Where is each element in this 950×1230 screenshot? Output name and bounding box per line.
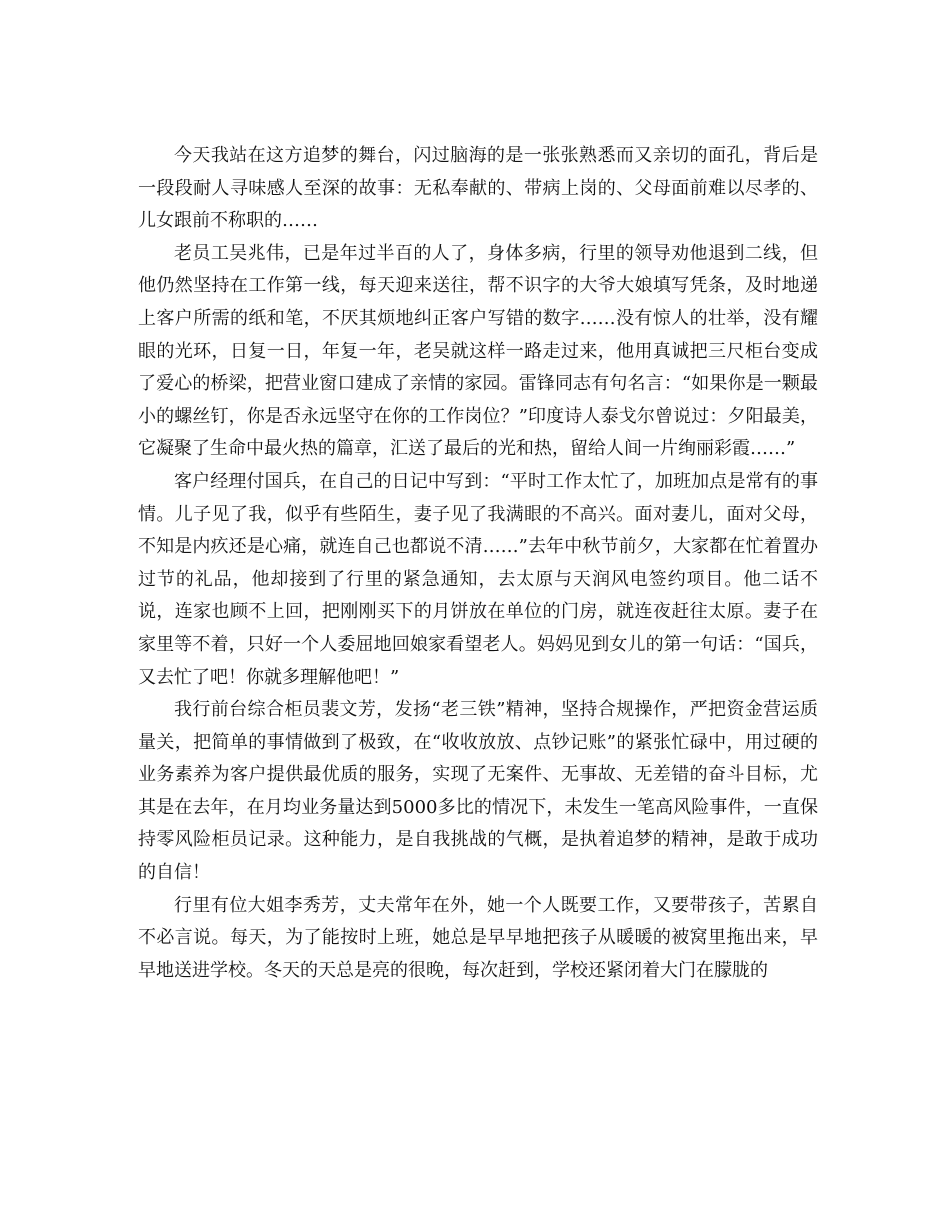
paragraph-3: 客户经理付国兵，在自己的日记中写到：“平时工作太忙了，加班加点是常有的事情。儿子见了我，似乎有些陌生，妻子见了我满眼的不高兴。面对妻儿，面对父母，不知是内疚还是心痛，就连自己也都说不清……”去年中秋节前夕，大家都在忙着置办过节的礼品，他却接到了行里的紧急通知，去太原与天润风电签约项目。他二话不说，连家也顾不上回，把刚刚买下的月饼放在单位的门房，就连夜赶往太原。妻子在家里等不着，只好一个人委屈地回娘家看望老人。妈妈见到女儿的第一句话：“国兵，又去忙了吧！你就多理解他吧！” <box>138 470 818 688</box>
document-body <box>138 140 818 987</box>
paragraph-4: 我行前台综合柜员裴文芳，发扬“老三铁”精神，坚持合规操作，严把资金营运质量关，把简单的事情做到了极致，在“收收放放、点钞记账”的紧张忙碌中，用过硬的业务素养为客户提供最优质的服务，实现了无案件、无事故、无差错的奋斗目标，尤其是在去年，在月均业务量达到5000多比的情况下，未发生一笔高风险事件，一直保持零风险柜员记录。这种能力，是自我挑战的气概，是执着追梦的精神，是敢于成功的自信！ <box>138 699 818 884</box>
paragraph-5: 行里有位大姐李秀芳，丈夫常年在外，她一个人既要工作，又要带孩子，苦累自不必言说。每天，为了能按时上班，她总是早早地把孩子从暖暖的被窝里拖出来，早早地送进学校。冬天的天总是亮的很晚，每次赶到，学校还紧闭着大门在朦胧的 <box>138 894 818 981</box>
paragraph-1: 今天我站在这方追梦的舞台，闪过脑海的是一张张熟悉而又亲切的面孔，背后是一段段耐人寻味感人至深的故事：无私奉献的、带病上岗的、父母面前难以尽孝的、儿女跟前不称职的…… <box>138 145 818 232</box>
paragraph-2: 老员工吴兆伟，已是年过半百的人了，身体多病，行里的领导劝他退到二线，但他仍然坚持在工作第一线，每天迎来送往，帮不识字的大爷大娘填写凭条，及时地递上客户所需的纸和笔，不厌其烦地纠正客户写错的数字……没有惊人的壮举，没有耀眼的光环，日复一日，年复一年，老吴就这样一路走过来，他用真诚把三尺柜台变成了爱心的桥梁，把营业窗口建成了亲情的家园。雷锋同志有句名言：“如果你是一颗最小的螺丝钉，你是否永远坚守在你的工作岗位？”印度诗人泰戈尔曾说过：夕阳最美，它凝聚了生命中最火热的篇章，汇送了最后的光和热，留给人间一片绚丽彩霞……” <box>138 242 818 460</box>
